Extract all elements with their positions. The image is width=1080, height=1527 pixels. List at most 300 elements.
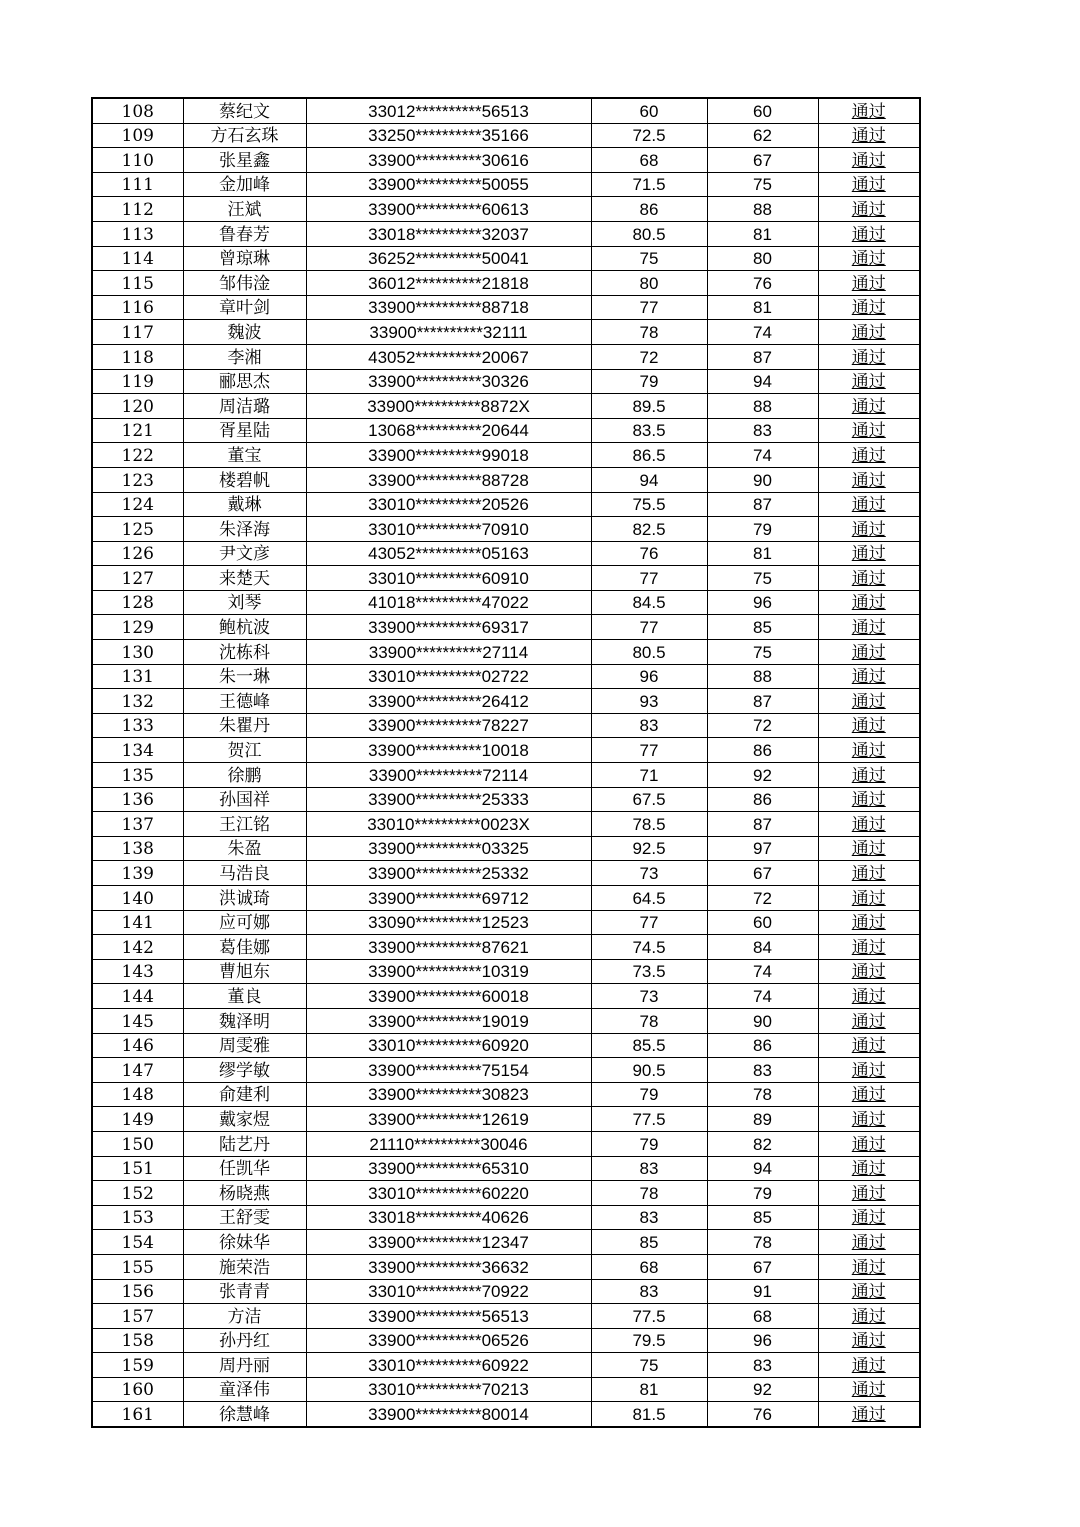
score-one: 75 (591, 1353, 707, 1378)
score-one: 80 (591, 271, 707, 296)
score-two: 90 (707, 467, 818, 492)
row-number: 151 (92, 1156, 183, 1181)
id-number: 33900**********30823 (306, 1082, 591, 1107)
result-status: 通过 (818, 1156, 920, 1181)
table-row (92, 541, 920, 566)
table-row (92, 886, 920, 911)
score-two: 87 (707, 492, 818, 517)
id-number: 33900**********12347 (306, 1230, 591, 1255)
row-number: 135 (92, 763, 183, 788)
score-one: 77 (591, 738, 707, 763)
result-status: 通过 (818, 344, 920, 369)
id-number: 33010**********60922 (306, 1353, 591, 1378)
score-one: 89.5 (591, 394, 707, 419)
row-number: 117 (92, 320, 183, 345)
table-row (92, 1008, 920, 1033)
id-number: 36012**********21818 (306, 271, 591, 296)
candidate-name: 董宝 (183, 443, 306, 468)
table-row (92, 369, 920, 394)
result-status: 通过 (818, 1353, 920, 1378)
result-status: 通过 (818, 541, 920, 566)
score-two: 79 (707, 1181, 818, 1206)
score-one: 86 (591, 197, 707, 222)
score-one: 86.5 (591, 443, 707, 468)
row-number: 144 (92, 984, 183, 1009)
result-status: 通过 (818, 590, 920, 615)
result-status: 通过 (818, 738, 920, 763)
id-number: 33900**********10319 (306, 959, 591, 984)
id-number: 13068**********20644 (306, 418, 591, 443)
score-two: 78 (707, 1082, 818, 1107)
score-two: 84 (707, 935, 818, 960)
result-status: 通过 (818, 763, 920, 788)
table-row (92, 1377, 920, 1402)
result-status: 通过 (818, 812, 920, 837)
table-row (92, 98, 920, 123)
score-one: 71 (591, 763, 707, 788)
table-row (92, 763, 920, 788)
result-status: 通过 (818, 1254, 920, 1279)
score-two: 72 (707, 713, 818, 738)
score-two: 90 (707, 1008, 818, 1033)
result-status: 通过 (818, 98, 920, 123)
row-number: 120 (92, 394, 183, 419)
table-row (92, 1181, 920, 1206)
row-number: 129 (92, 615, 183, 640)
candidate-name: 郦思杰 (183, 369, 306, 394)
result-status: 通过 (818, 1058, 920, 1083)
score-one: 73 (591, 984, 707, 1009)
score-two: 85 (707, 1205, 818, 1230)
candidate-name: 孙丹红 (183, 1328, 306, 1353)
score-one: 77 (591, 910, 707, 935)
id-number: 33010**********70922 (306, 1279, 591, 1304)
row-number: 126 (92, 541, 183, 566)
score-two: 86 (707, 787, 818, 812)
table-row (92, 984, 920, 1009)
score-two: 67 (707, 148, 818, 173)
row-number: 141 (92, 910, 183, 935)
row-number: 149 (92, 1107, 183, 1132)
candidate-name: 尹文彦 (183, 541, 306, 566)
candidate-name: 徐慧峰 (183, 1402, 306, 1427)
row-number: 159 (92, 1353, 183, 1378)
result-status: 通过 (818, 713, 920, 738)
candidate-name: 沈栋科 (183, 640, 306, 665)
table-row (92, 197, 920, 222)
score-two: 74 (707, 320, 818, 345)
result-status: 通过 (818, 1279, 920, 1304)
result-status: 通过 (818, 271, 920, 296)
id-number: 33010**********60920 (306, 1033, 591, 1058)
score-two: 94 (707, 1156, 818, 1181)
table-row (92, 295, 920, 320)
row-number: 111 (92, 172, 183, 197)
id-number: 21110**********30046 (306, 1131, 591, 1156)
table-row (92, 1279, 920, 1304)
candidate-name: 洪诚琦 (183, 886, 306, 911)
id-number: 33900**********75154 (306, 1058, 591, 1083)
id-number: 33900**********25333 (306, 787, 591, 812)
table-row (92, 861, 920, 886)
row-number: 115 (92, 271, 183, 296)
candidate-name: 李湘 (183, 344, 306, 369)
score-two: 81 (707, 541, 818, 566)
id-number: 33900**********10018 (306, 738, 591, 763)
candidate-name: 孙国祥 (183, 787, 306, 812)
score-two: 81 (707, 221, 818, 246)
id-number: 33900**********78227 (306, 713, 591, 738)
row-number: 148 (92, 1082, 183, 1107)
row-number: 131 (92, 664, 183, 689)
result-status: 通过 (818, 394, 920, 419)
result-status: 通过 (818, 886, 920, 911)
table-row (92, 271, 920, 296)
table-row (92, 394, 920, 419)
table-row (92, 1058, 920, 1083)
candidate-name: 戴家煜 (183, 1107, 306, 1132)
score-two: 78 (707, 1230, 818, 1255)
id-number: 33900**********25332 (306, 861, 591, 886)
id-number: 33900**********56513 (306, 1304, 591, 1329)
table-row (92, 492, 920, 517)
score-two: 94 (707, 369, 818, 394)
candidate-name: 戴琳 (183, 492, 306, 517)
score-one: 85 (591, 1230, 707, 1255)
score-one: 77 (591, 615, 707, 640)
score-one: 77 (591, 566, 707, 591)
score-one: 76 (591, 541, 707, 566)
id-number: 33900**********88728 (306, 467, 591, 492)
candidate-name: 朱瞿丹 (183, 713, 306, 738)
score-two: 67 (707, 861, 818, 886)
score-two: 75 (707, 566, 818, 591)
row-number: 156 (92, 1279, 183, 1304)
row-number: 158 (92, 1328, 183, 1353)
id-number: 33900**********65310 (306, 1156, 591, 1181)
score-one: 71.5 (591, 172, 707, 197)
row-number: 161 (92, 1402, 183, 1427)
candidate-name: 童泽伟 (183, 1377, 306, 1402)
row-number: 139 (92, 861, 183, 886)
id-number: 33010**********02722 (306, 664, 591, 689)
table-row (92, 418, 920, 443)
score-two: 75 (707, 172, 818, 197)
row-number: 150 (92, 1131, 183, 1156)
score-two: 97 (707, 836, 818, 861)
table-row (92, 1082, 920, 1107)
row-number: 155 (92, 1254, 183, 1279)
result-status: 通过 (818, 984, 920, 1009)
table-row (92, 959, 920, 984)
id-number: 33900**********06526 (306, 1328, 591, 1353)
row-number: 113 (92, 221, 183, 246)
score-two: 76 (707, 271, 818, 296)
row-number: 132 (92, 689, 183, 714)
score-one: 80.5 (591, 640, 707, 665)
result-status: 通过 (818, 123, 920, 148)
table-row (92, 1328, 920, 1353)
row-number: 146 (92, 1033, 183, 1058)
candidate-name: 施荣浩 (183, 1254, 306, 1279)
candidate-name: 王德峰 (183, 689, 306, 714)
id-number: 33900**********36632 (306, 1254, 591, 1279)
candidate-name: 周雯雅 (183, 1033, 306, 1058)
score-two: 87 (707, 812, 818, 837)
row-number: 114 (92, 246, 183, 271)
result-status: 通过 (818, 664, 920, 689)
id-number: 33012**********56513 (306, 98, 591, 123)
row-number: 130 (92, 640, 183, 665)
id-number: 33010**********60220 (306, 1181, 591, 1206)
score-two: 82 (707, 1131, 818, 1156)
score-one: 73 (591, 861, 707, 886)
score-one: 83.5 (591, 418, 707, 443)
score-one: 83 (591, 713, 707, 738)
score-one: 75.5 (591, 492, 707, 517)
id-number: 33900**********69317 (306, 615, 591, 640)
score-two: 86 (707, 738, 818, 763)
result-status: 通过 (818, 1131, 920, 1156)
id-number: 33018**********32037 (306, 221, 591, 246)
id-number: 33900**********80014 (306, 1402, 591, 1427)
id-number: 33900**********19019 (306, 1008, 591, 1033)
id-number: 33900**********12619 (306, 1107, 591, 1132)
candidate-name: 应可娜 (183, 910, 306, 935)
candidate-name: 朱一琳 (183, 664, 306, 689)
result-status: 通过 (818, 172, 920, 197)
score-one: 93 (591, 689, 707, 714)
id-number: 33010**********0023X (306, 812, 591, 837)
candidate-name: 陆艺丹 (183, 1131, 306, 1156)
result-status: 通过 (818, 246, 920, 271)
result-status: 通过 (818, 1205, 920, 1230)
candidate-name: 鲁春芳 (183, 221, 306, 246)
row-number: 145 (92, 1008, 183, 1033)
score-one: 82.5 (591, 517, 707, 542)
table-row (92, 1230, 920, 1255)
row-number: 133 (92, 713, 183, 738)
id-number: 43052**********05163 (306, 541, 591, 566)
result-status: 通过 (818, 861, 920, 886)
row-number: 138 (92, 836, 183, 861)
score-two: 83 (707, 1058, 818, 1083)
id-number: 33900**********27114 (306, 640, 591, 665)
candidate-name: 章叶剑 (183, 295, 306, 320)
id-number: 36252**********50041 (306, 246, 591, 271)
table-row (92, 344, 920, 369)
score-one: 72.5 (591, 123, 707, 148)
score-one: 73.5 (591, 959, 707, 984)
result-status: 通过 (818, 689, 920, 714)
candidate-name: 任凯华 (183, 1156, 306, 1181)
table-row (92, 664, 920, 689)
row-number: 119 (92, 369, 183, 394)
score-two: 83 (707, 418, 818, 443)
table-row (92, 787, 920, 812)
result-status: 通过 (818, 492, 920, 517)
table-row (92, 713, 920, 738)
score-two: 74 (707, 984, 818, 1009)
result-status: 通过 (818, 517, 920, 542)
row-number: 136 (92, 787, 183, 812)
row-number: 109 (92, 123, 183, 148)
score-two: 87 (707, 344, 818, 369)
id-number: 33900**********03325 (306, 836, 591, 861)
score-one: 60 (591, 98, 707, 123)
row-number: 108 (92, 98, 183, 123)
result-status: 通过 (818, 1402, 920, 1427)
result-status: 通过 (818, 1082, 920, 1107)
score-one: 83 (591, 1205, 707, 1230)
table-row (92, 1205, 920, 1230)
id-number: 33900**********8872X (306, 394, 591, 419)
result-status: 通过 (818, 418, 920, 443)
score-one: 96 (591, 664, 707, 689)
id-number: 33900**********30326 (306, 369, 591, 394)
result-status: 通过 (818, 836, 920, 861)
table-row (92, 172, 920, 197)
result-status: 通过 (818, 467, 920, 492)
candidate-name: 徐鹏 (183, 763, 306, 788)
score-one: 68 (591, 1254, 707, 1279)
id-number: 33250**********35166 (306, 123, 591, 148)
score-one: 77.5 (591, 1107, 707, 1132)
score-two: 60 (707, 98, 818, 123)
table-row (92, 148, 920, 173)
candidate-name: 楼碧帆 (183, 467, 306, 492)
candidate-name: 张青青 (183, 1279, 306, 1304)
id-number: 33010**********20526 (306, 492, 591, 517)
candidate-name: 汪斌 (183, 197, 306, 222)
candidate-name: 朱泽海 (183, 517, 306, 542)
candidate-name: 邹伟淦 (183, 271, 306, 296)
table-row (92, 1353, 920, 1378)
id-number: 33010**********70213 (306, 1377, 591, 1402)
score-two: 76 (707, 1402, 818, 1427)
table-row (92, 615, 920, 640)
row-number: 110 (92, 148, 183, 173)
score-two: 88 (707, 394, 818, 419)
row-number: 127 (92, 566, 183, 591)
table-row (92, 836, 920, 861)
table-row (92, 1254, 920, 1279)
row-number: 152 (92, 1181, 183, 1206)
score-one: 79 (591, 369, 707, 394)
score-one: 74.5 (591, 935, 707, 960)
row-number: 134 (92, 738, 183, 763)
candidate-name: 曹旭东 (183, 959, 306, 984)
table-row (92, 812, 920, 837)
row-number: 154 (92, 1230, 183, 1255)
candidate-name: 周洁璐 (183, 394, 306, 419)
result-status: 通过 (818, 148, 920, 173)
score-one: 78 (591, 1181, 707, 1206)
score-two: 83 (707, 1353, 818, 1378)
table-row (92, 221, 920, 246)
result-status: 通过 (818, 197, 920, 222)
score-one: 67.5 (591, 787, 707, 812)
id-number: 33900**********30616 (306, 148, 591, 173)
candidate-name: 缪学敏 (183, 1058, 306, 1083)
score-one: 68 (591, 148, 707, 173)
score-two: 75 (707, 640, 818, 665)
row-number: 112 (92, 197, 183, 222)
score-one: 94 (591, 467, 707, 492)
score-two: 92 (707, 1377, 818, 1402)
score-two: 68 (707, 1304, 818, 1329)
candidate-name: 俞建利 (183, 1082, 306, 1107)
candidate-name: 胥星陆 (183, 418, 306, 443)
table-row (92, 320, 920, 345)
table-row (92, 738, 920, 763)
id-number: 43052**********20067 (306, 344, 591, 369)
score-two: 85 (707, 615, 818, 640)
result-status: 通过 (818, 640, 920, 665)
id-number: 41018**********47022 (306, 590, 591, 615)
candidate-name: 董良 (183, 984, 306, 1009)
result-status: 通过 (818, 910, 920, 935)
result-status: 通过 (818, 1107, 920, 1132)
result-status: 通过 (818, 320, 920, 345)
row-number: 160 (92, 1377, 183, 1402)
score-one: 79 (591, 1131, 707, 1156)
score-two: 88 (707, 197, 818, 222)
candidate-name: 方洁 (183, 1304, 306, 1329)
row-number: 122 (92, 443, 183, 468)
table-row (92, 910, 920, 935)
table-row (92, 1131, 920, 1156)
score-one: 77 (591, 295, 707, 320)
score-one: 79.5 (591, 1328, 707, 1353)
score-two: 60 (707, 910, 818, 935)
score-two: 67 (707, 1254, 818, 1279)
row-number: 125 (92, 517, 183, 542)
score-one: 80.5 (591, 221, 707, 246)
candidate-name: 王江铭 (183, 812, 306, 837)
score-two: 89 (707, 1107, 818, 1132)
id-number: 33900**********87621 (306, 935, 591, 960)
result-status: 通过 (818, 369, 920, 394)
candidate-name: 蔡纪文 (183, 98, 306, 123)
score-one: 78 (591, 320, 707, 345)
result-status: 通过 (818, 787, 920, 812)
table-row (92, 1304, 920, 1329)
result-status: 通过 (818, 295, 920, 320)
score-two: 79 (707, 517, 818, 542)
score-two: 81 (707, 295, 818, 320)
result-status: 通过 (818, 615, 920, 640)
table-row (92, 689, 920, 714)
score-two: 86 (707, 1033, 818, 1058)
candidate-name: 来楚天 (183, 566, 306, 591)
score-one: 83 (591, 1279, 707, 1304)
row-number: 143 (92, 959, 183, 984)
row-number: 137 (92, 812, 183, 837)
candidate-name: 周丹丽 (183, 1353, 306, 1378)
result-status: 通过 (818, 443, 920, 468)
result-status: 通过 (818, 959, 920, 984)
score-one: 84.5 (591, 590, 707, 615)
score-one: 77.5 (591, 1304, 707, 1329)
table-row (92, 1402, 920, 1427)
score-one: 81.5 (591, 1402, 707, 1427)
score-one: 83 (591, 1156, 707, 1181)
table-row (92, 640, 920, 665)
candidate-name: 王舒雯 (183, 1205, 306, 1230)
score-one: 90.5 (591, 1058, 707, 1083)
id-number: 33900**********26412 (306, 689, 591, 714)
